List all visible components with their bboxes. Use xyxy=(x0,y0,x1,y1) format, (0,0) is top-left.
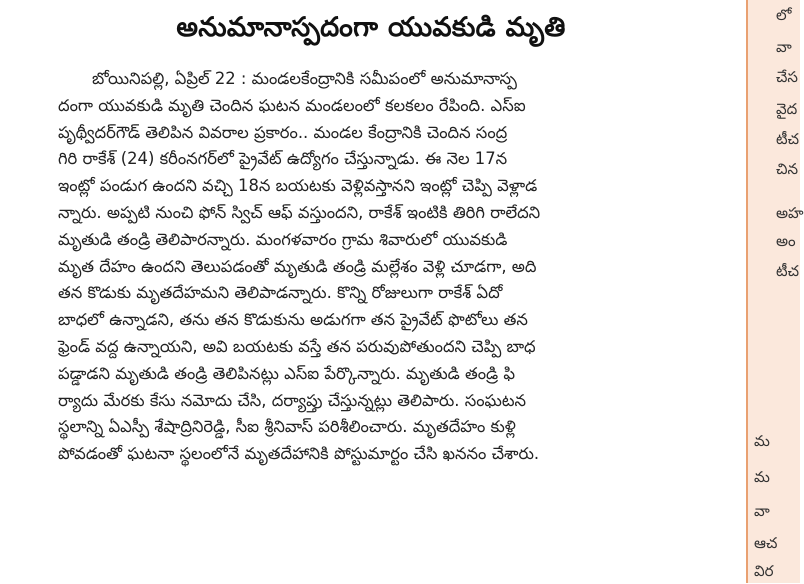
sidebar-line: చేస xyxy=(776,68,798,86)
article-line: బోయినిపల్లి, ఏప్రిల్ 22 : మండలకేంద్రానికి సమీపంలో అనుమానాస్ప xyxy=(92,69,517,88)
sidebar-line: మ xyxy=(754,432,770,450)
sidebar-line: ఆచ xyxy=(754,534,778,552)
sidebar-line: వా xyxy=(776,38,792,56)
article-line: మృతుడి తండ్రి తెలిపారన్నారు. మంగళవారం గ్రామ శివారులో యువకుడి xyxy=(58,229,508,249)
article-line: న్నారు. అప్పటి నుంచి ఫోన్ స్విచ్ ఆఫ్ వస్తుందని, రాకేశ్ ఇంటికి తిరిగి రాలేదని xyxy=(58,202,541,222)
article-line: పడ్డాడని మృతుడి తండ్రి తెలిపినట్లు ఎస్ఐ పేర్కొన్నారు. మృతుడి తండ్రి ఫి xyxy=(58,363,516,383)
article-line: ర్యాదు మేరకు కేసు నమోదు చేసి, దర్యాప్తు చేస్తున్నట్లు తెలిపారు. సంఘటన xyxy=(58,390,527,410)
sidebar-line: మ xyxy=(754,468,770,486)
article-line: ఇంట్లో పండుగ ఉందని వచ్చి 18న బయటకు వెళ్లివస్తానని ఇంట్లో చెప్పి వెళ్లాడ xyxy=(58,176,538,196)
article-line: స్థలాన్ని ఏఎస్పీ శేషాద్రినిరెడ్డి, సీఐ శ్రీనివాస్ పరిశీలించారు. మృతదేహం కుళ్లి xyxy=(58,417,516,437)
article-line: బాధలో ఉన్నాడని, తను తన కొడుకును అడుగగా తన ప్రైవేట్ ఫొటోలు తన xyxy=(58,310,528,330)
article-line: గిరి రాకేశ్ (24) కరీంనగర్‌లో ప్రైవేట్ ఉద్యోగం చేస్తున్నాడు. ఈ నెల 17న xyxy=(58,149,508,169)
article-line: ఫ్రెండ్ వద్ద ఉన్నాయని, అవి బయటకు వస్తే తన పరువుపోతుందని చెప్పి బాధ xyxy=(58,336,536,356)
sidebar-line: అం xyxy=(776,232,796,250)
sidebar-line: చిన xyxy=(776,160,799,178)
sidebar-line: విర xyxy=(754,562,774,580)
sidebar-line: టీచ xyxy=(776,262,799,280)
article-line: మృత దేహం ఉందని తెలుపడంతో మృతుడి తండ్రి మల్లేశం వెళ్లి చూడగా, అది xyxy=(58,256,537,276)
sidebar-line: వా xyxy=(754,502,770,520)
adjacent-column-fragment xyxy=(748,0,804,583)
sidebar-line: అహ xyxy=(776,204,804,222)
sidebar-line: వైద xyxy=(776,100,798,118)
article-line: పృథ్వీదర్‌గౌడ్ తెలిపిన వివరాల ప్రకారం.. మండల కేంద్రానికి చెందిన సంద్ర xyxy=(58,122,508,142)
article-line: తన కొడుకు మృతదేహమని తెలిపాడన్నారు. కొన్ని రోజులుగా రాకేశ్ ఏదో xyxy=(58,283,503,303)
article-body xyxy=(58,66,698,468)
article-headline: అనుమానాస్పదంగా యువకుడి మృతి xyxy=(176,12,566,43)
sidebar-line: టీచ xyxy=(776,130,799,148)
sidebar-line: లో xyxy=(776,6,792,24)
article-line: దంగా యువకుడి మృతి చెందిన ఘటన మండలంలో కలకలం రేపింది. ఎస్ఐ xyxy=(58,95,526,115)
article-line: పోవడంతో ఘటనా స్థలంలోనే మృతదేహానికి పోస్టుమార్టం చేసి ఖననం చేశారు. xyxy=(58,444,540,464)
